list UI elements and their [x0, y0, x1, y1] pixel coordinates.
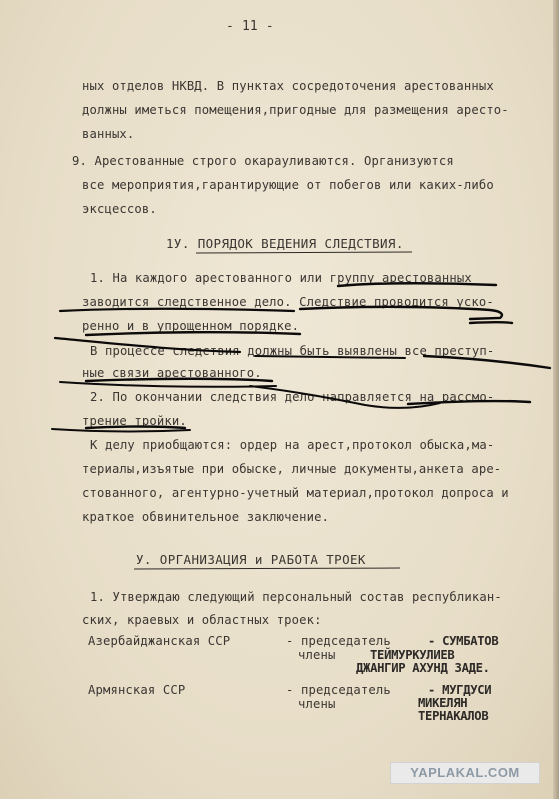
troika-role-members: члены	[298, 648, 336, 662]
text-line: В процессе следствия должны быть выявлены все преступ-	[90, 344, 495, 358]
text-line: ные связи арестованного.	[82, 366, 262, 380]
troika-role-members: члены	[298, 697, 336, 711]
marker-stroke	[86, 427, 185, 429]
heading-underline	[196, 252, 412, 253]
text-line: 2. По окончании следствия дело направляется на рассмо-	[90, 390, 495, 404]
text-line: ских, краевых и областных троек:	[82, 613, 322, 627]
text-line: все мероприятия,гарантирующие от побегов или каких-либо	[82, 178, 494, 192]
watermark-text: YAPLAKAL.COM	[410, 765, 520, 780]
text-line: 1. Утверждаю следующий персональный состав республикан-	[90, 590, 502, 604]
marker-stroke	[408, 401, 530, 404]
troika-member-name: ТЕРНАКАЛОВ	[418, 709, 489, 723]
text-line: краткое обвинительное заключение.	[82, 510, 330, 524]
marker-stroke	[86, 379, 272, 381]
marker-stroke	[60, 309, 294, 311]
text-line: ренно и в упрощенном порядке.	[82, 319, 300, 333]
text-line: териалы,изъятые при обыске, личные документы,анкета аре-	[82, 462, 502, 476]
troika-member-name: МИКЕЛЯН	[418, 696, 468, 710]
watermark	[390, 762, 540, 784]
troika-chair-name: - СУМБАТОВ	[428, 634, 499, 648]
marker-stroke	[52, 429, 190, 431]
troika-member-name: ДЖАНГИР АХУНД ЗАДЕ.	[356, 661, 490, 675]
text-line: ванных.	[82, 127, 135, 141]
section-heading: 1У. ПОРЯДОК ВЕДЕНИЯ СЛЕДСТВИЯ.	[166, 236, 404, 251]
text-line: К делу приобщаются: ордер на арест,протокол обыска,ма-	[90, 438, 495, 452]
page-number: - 11 -	[226, 19, 274, 34]
marker-stroke	[60, 382, 276, 387]
heading-underline	[134, 568, 400, 569]
marker-stroke	[55, 338, 240, 352]
marker-stroke	[338, 283, 496, 286]
text-line: стованного, агентурно-учетный материал,протокол допроса и	[82, 486, 509, 500]
troika-region: Азербайджанская ССР	[88, 634, 231, 648]
text-line: 9. Арестованные строго окарауливаются. Организуются	[72, 154, 454, 168]
text-line: ных отделов НКВД. В пунктах сосредоточения арестованных	[82, 79, 494, 93]
marker-stroke	[86, 332, 300, 335]
text-line: 1. На каждого арестованного или группу арестованных	[90, 271, 472, 285]
marker-stroke	[300, 307, 502, 319]
text-line: трение тройки.	[82, 414, 187, 428]
troika-region: Армянская ССР	[88, 683, 186, 697]
section-heading: У. ОРГАНИЗАЦИЯ и РАБОТА ТРОЕК	[136, 552, 366, 567]
troika-chair-name: - МУГДУСИ	[428, 683, 492, 697]
marker-stroke	[255, 356, 405, 358]
text-line: должны иметься помещения,пригодные для размещения аресто-	[82, 103, 509, 117]
marker-stroke	[470, 322, 512, 323]
troika-role-chair: - председатель	[286, 634, 391, 648]
troika-role-chair: - председатель	[286, 683, 391, 697]
text-line: эксцессов.	[82, 202, 157, 216]
marker-stroke	[424, 356, 550, 368]
text-line: заводится следственное дело. Следствие проводится ускo-	[82, 295, 494, 309]
troika-member-name: ТЕЙМУРКУЛИЕВ	[370, 648, 455, 662]
